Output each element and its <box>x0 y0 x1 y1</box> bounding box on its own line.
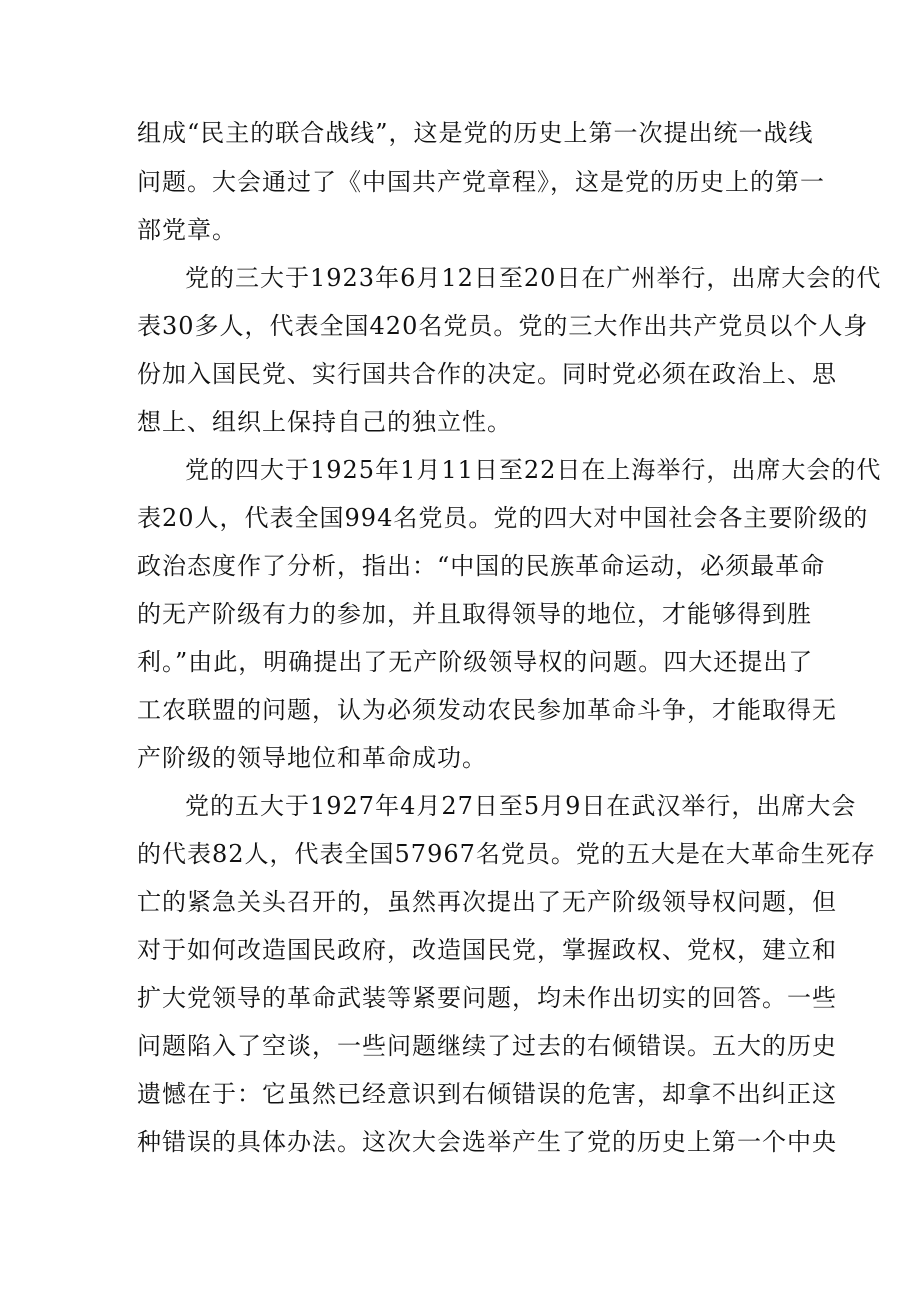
text-line: 政治态度作了分析，指出：“中国的民族革命运动，必须最革命 <box>137 552 826 580</box>
text-line: 部党章。 <box>137 216 237 244</box>
text-line: 问题陷入了空谈，一些问题继续了过去的右倾错误。五大的历史 <box>137 1032 837 1060</box>
text-line: 亡的紧急关头召开的，虽然再次提出了无产阶级领导权问题，但 <box>137 888 837 916</box>
text-line: 扩大党领导的革命武装等紧要问题，均未作出切实的回答。一些 <box>137 984 837 1012</box>
text-line: 对于如何改造国民政府，改造国民党，掌握政权、党权，建立和 <box>137 936 837 964</box>
text-line: 利。”由此，明确提出了无产阶级领导权的问题。四大还提出了 <box>137 648 814 676</box>
text-line: 想上、组织上保持自己的独立性。 <box>137 408 512 436</box>
text-line: 份加入国民党、实行国共合作的决定。同时党必须在政治上、思 <box>137 360 837 388</box>
text-line: 表20人，代表全国994名党员。党的四大对中国社会各主要阶级的 <box>137 504 869 532</box>
text-line: 产阶级的领导地位和革命成功。 <box>137 744 487 772</box>
text-line: 问题。大会通过了《中国共产党章程》，这是党的历史上的第一 <box>137 168 825 196</box>
text-line: 种错误的具体办法。这次大会选举产生了党的历史上第一个中央 <box>137 1128 837 1156</box>
text-line: 工农联盟的问题，认为必须发动农民参加革命斗争，才能取得无 <box>137 696 837 724</box>
text-line: 组成“民主的联合战线”，这是党的历史上第一次提出统一战线 <box>137 119 814 147</box>
text-line: 遗憾在于：它虽然已经意识到右倾错误的危害，却拿不出纠正这 <box>137 1080 837 1108</box>
paragraph-start-line: 党的四大于1925年1月11日至22日在上海举行，出席大会的代 <box>185 456 882 484</box>
text-line: 表30多人，代表全国420名党员。党的三大作出共产党员以个人身 <box>137 312 869 340</box>
text-line: 的代表82人，代表全国57967名党员。党的五大是在大革命生死存 <box>137 840 876 868</box>
paragraph-start-line: 党的三大于1923年6月12日至20日在广州举行，出席大会的代 <box>185 264 882 292</box>
text-line: 的无产阶级有力的参加，并且取得领导的地位，才能够得到胜 <box>137 600 812 628</box>
paragraph-start-line: 党的五大于1927年4月27日至5月9日在武汉举行，出席大会 <box>185 792 857 820</box>
